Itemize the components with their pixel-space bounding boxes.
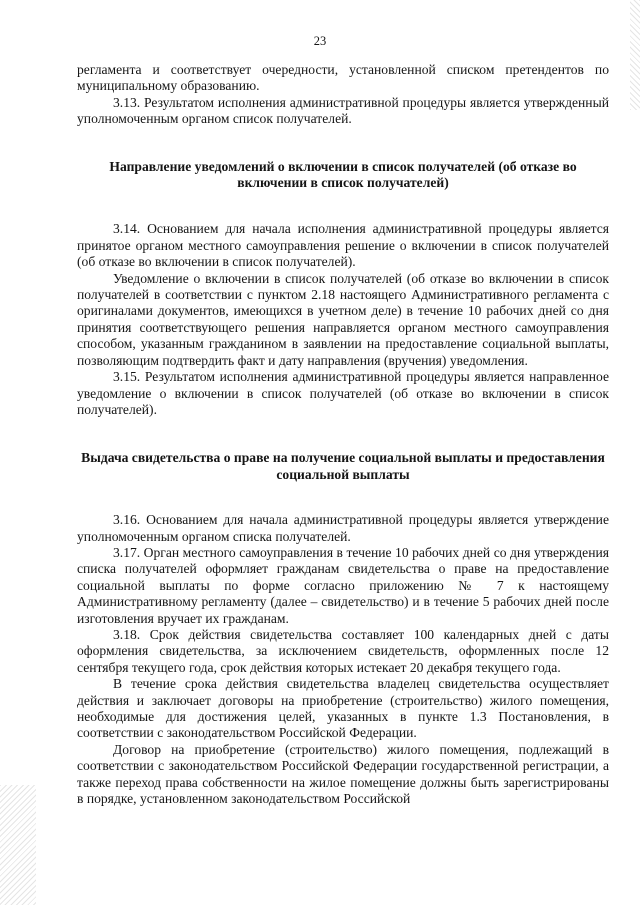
paragraph: 3.18. Срок действия свидетельства составляет 100 календарных дней с даты оформления свидетельства, за исключением свидетельств, оформленных после 12 сентября текущего года, срок действия которых истекает 20 декабря текущего года.: [77, 626, 609, 675]
section-heading: Направление уведомлений о включении в список получателей (об отказе во включении в список получателей): [109, 158, 577, 191]
paragraph: 3.14. Основанием для начала исполнения административной процедуры является принятое органом местного самоуправления решение о включении в список получателей (об отказе во включении в список получателей).: [77, 221, 609, 270]
paragraph: регламента и соответствует очередности, установленной списком претендентов по муниципальному образованию.: [77, 62, 609, 94]
paragraph: 3.17. Орган местного самоуправления в течение 10 рабочих дней со дня утверждения списка получателей оформляет гражданам свидетельства о праве на предоставление социальной выплаты по форме согласно приложению № 7 к настоящему Административному регламенту (далее – свидетельство) и в течение 5 рабочих дней после изготовления вручает их гражданам.: [77, 544, 609, 626]
scan-artifact: [630, 0, 640, 110]
paragraph: 3.13. Результатом исполнения административной процедуры является утвержденный уполномоченным органом список получателей.: [77, 94, 609, 127]
section-heading: Выдача свидетельства о праве на получение социальной выплаты и предоставления социальной выплаты: [81, 450, 605, 482]
page-number: 23: [313, 34, 327, 48]
document-body: [77, 62, 609, 807]
paragraph: 3.15. Результатом исполнения административной процедуры является направленное уведомление о включении в список получателей (об отказе во включении в список получателей).: [77, 369, 609, 417]
scan-artifact: [0, 785, 36, 905]
paragraph: Уведомление о включении в список получателей (об отказе во включении в список получателей в соответствии с пунктом 2.18 настоящего Административного регламента с оригиналами документов, имеющихся в учетном деле) в течение 10 рабочих дней со дня принятия соответствующего решения направляется органом местного самоуправления способом, указанным гражданином в заявлении на предоставление социальной выплаты, позволяющим подтвердить факт и дату направления (вручения) уведомления.: [77, 270, 609, 368]
paragraph: Договор на приобретение (строительство) жилого помещения, подлежащий в соответствии с законодательством Российской Федерации государственной регистрации, а также переход права собственности на жилое помещение должны быть зарегистрированы в порядке, установленном законодательством Российской: [77, 741, 609, 807]
paragraph: В течение срока действия свидетельства владелец свидетельства осуществляет действия и заключает договоры на приобретение (строительство) жилого помещения, необходимые для достижения целей, указанных в пункте 1.3 Постановления, в соответствии с законодательством Российской Федерации.: [77, 676, 609, 741]
paragraph: 3.16. Основанием для начала административной процедуры является утверждение уполномоченным органом списка получателей.: [77, 512, 609, 544]
